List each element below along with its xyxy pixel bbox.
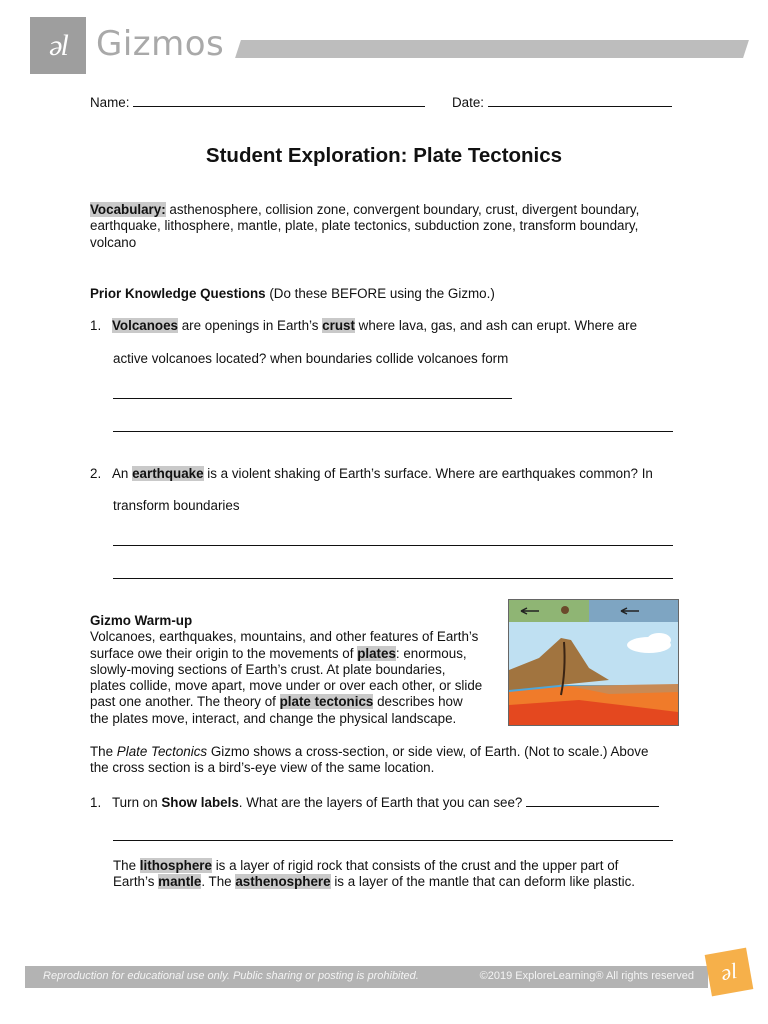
warmup-text: surface owe their origin to the movements of: [90, 645, 358, 661]
show-labels-term: Show labels: [161, 795, 239, 810]
q1-answer-text[interactable]: active volcanoes located? when boundaries collide volcanoes form: [113, 351, 509, 366]
gizmo-name: Plate Tectonics: [116, 744, 208, 759]
note-text: is a layer of rigid rock that consists of the crust and the upper part of: [211, 858, 619, 873]
warmup-heading: Gizmo Warm-up: [90, 613, 193, 628]
vocab-line-2: earthquake, lithosphere, mantle, plate, plate tectonics, subduction zone, transform boundary,: [90, 218, 639, 234]
brand-name: Gizmos: [96, 24, 225, 64]
prior-label: Prior Knowledge Questions: [90, 286, 266, 301]
note-text: . The: [201, 874, 236, 890]
desc-line: the cross section is a bird’s-eye view of the same location.: [90, 760, 435, 776]
term-lithosphere: lithosphere: [139, 858, 212, 873]
vocab-line-1: asthenosphere, collision zone, convergent boundary, crust, divergent boundary,: [165, 202, 640, 217]
q2-text-a: An: [112, 466, 133, 481]
wq1-text: . What are the layers of Earth that you can see?: [238, 795, 527, 810]
wq1-answer-line[interactable]: [526, 793, 659, 807]
gizmos-logo: [30, 17, 86, 74]
vocab-label: Vocabulary:: [90, 202, 166, 217]
name-line[interactable]: [133, 93, 425, 107]
term-crust: crust: [322, 318, 355, 333]
note-text: is a layer of the mantle that can deform like plastic.: [330, 874, 636, 890]
date-field[interactable]: [452, 93, 672, 110]
vocab-line-3: volcano: [90, 234, 137, 250]
term-earthquake: earthquake: [132, 466, 204, 481]
warmup-line: plates collide, move apart, move under or over each other, or slide: [90, 678, 483, 694]
q2-answer-line[interactable]: [113, 578, 673, 579]
note-text: The: [113, 858, 140, 873]
note-text: Earth’s: [113, 874, 159, 890]
prior-note: (Do these BEFORE using the Gizmo.): [265, 286, 495, 301]
question-2: [90, 466, 690, 481]
question-number: 1.: [90, 795, 102, 810]
name-field[interactable]: [90, 93, 425, 110]
term-asthenosphere: asthenosphere: [235, 874, 331, 890]
q1-text-b: where lava, gas, and ash can erupt. Where are: [354, 318, 638, 333]
warmup-text: past one another. The theory of: [90, 694, 280, 710]
q1-answer-line[interactable]: [113, 398, 512, 399]
wq1-text: Turn on: [112, 795, 162, 810]
warmup-line: [90, 694, 500, 710]
term-volcanoes: Volcanoes: [112, 318, 178, 333]
q2-answer-line[interactable]: [113, 545, 673, 546]
name-label: Name:: [90, 95, 130, 110]
explorelearning-badge: [705, 948, 754, 997]
term-plates: plates: [357, 645, 396, 661]
badge-mark: əl: [718, 957, 739, 986]
date-line[interactable]: [488, 93, 672, 107]
footer-copyright: ©2019 ExploreLearning® All rights reserved: [479, 970, 694, 982]
layers-note: [113, 858, 683, 891]
header-bar: [235, 40, 749, 58]
q2-answer-text[interactable]: transform boundaries: [113, 498, 240, 513]
date-label: Date:: [452, 95, 485, 110]
footer-disclaimer: Reproduction for educational use only. Public sharing or posting is prohibited.: [43, 970, 419, 982]
warmup-line: the plates move, interact, and change the physical landscape.: [90, 710, 457, 726]
question-number: 2.: [90, 466, 102, 481]
warmup-question-1: [90, 793, 690, 810]
plate-tectonics-image: [508, 599, 679, 726]
page-title: Student Exploration: Plate Tectonics: [205, 144, 563, 167]
desc-text: Gizmo shows a cross-section, or side view, of Earth. (Not to scale.) Above: [207, 744, 649, 759]
warmup-line: [90, 646, 500, 662]
question-number: 1.: [90, 318, 102, 333]
prior-knowledge-heading: [90, 286, 495, 301]
q1-text-a: are openings in Earth’s: [178, 318, 323, 333]
warmup-text: : enormous,: [395, 645, 467, 661]
logo-mark: əl: [49, 28, 67, 62]
footer-bar: [25, 966, 708, 988]
vocabulary: [90, 202, 690, 251]
q1-answer-line[interactable]: [113, 431, 673, 432]
warmup-text: describes how: [373, 694, 463, 710]
warmup-line: slowly-moving sections of Earth’s crust. At plate boundaries,: [90, 661, 446, 677]
term-mantle: mantle: [158, 874, 202, 890]
question-1: [90, 318, 690, 333]
q2-text-b: is a violent shaking of Earth’s surface. Where are earthquakes common? In: [203, 466, 653, 481]
warmup-section: [90, 613, 500, 727]
gizmo-description: [90, 744, 680, 777]
term-plate-tectonics: plate tectonics: [279, 694, 374, 710]
desc-text: The: [90, 744, 117, 759]
wq1-answer-line[interactable]: [113, 840, 673, 841]
warmup-line: Volcanoes, earthquakes, mountains, and other features of Earth’s: [90, 629, 479, 645]
